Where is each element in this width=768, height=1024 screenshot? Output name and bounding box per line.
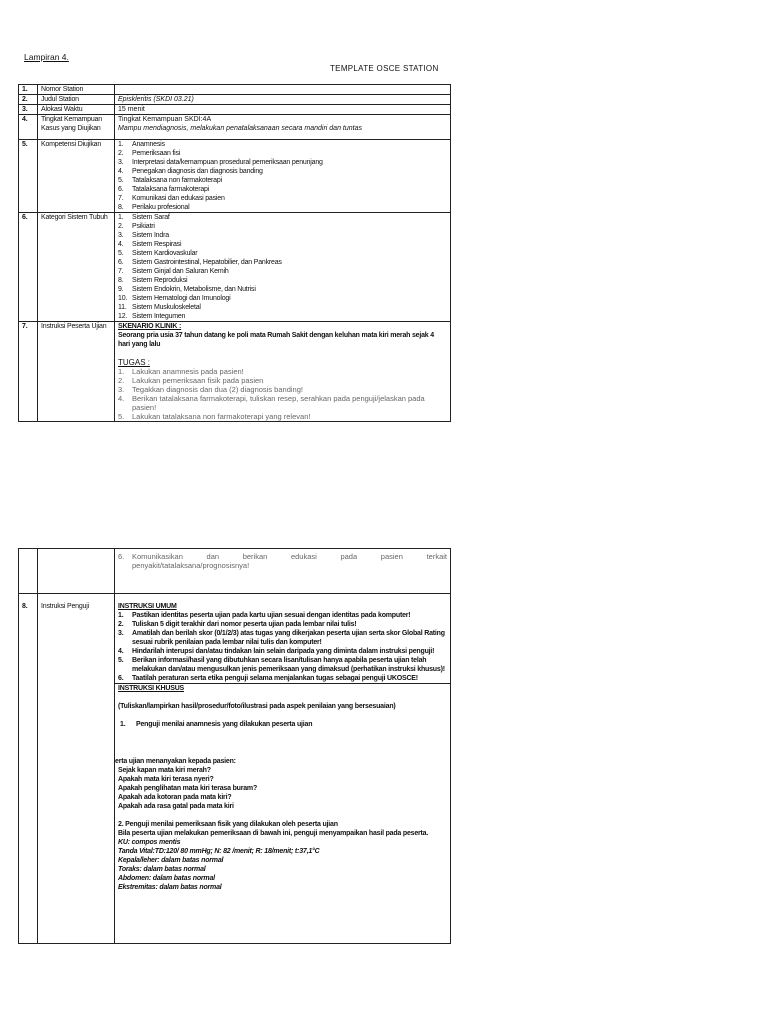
item-number: 6.: [118, 552, 125, 561]
list-item: [118, 158, 447, 167]
tugas-title: TUGAS :: [118, 358, 151, 367]
item-text: Komunikasi dan edukasi pasien: [132, 195, 225, 202]
anamnesis-line: Apakah mata kiri terasa nyeri?: [118, 776, 214, 783]
list-item: [118, 203, 447, 212]
item-text-continued: penyakit/tatalaksana/prognosisnya!: [132, 561, 250, 570]
list-item: [118, 720, 447, 729]
item-text: Sistem Reproduksi: [132, 277, 188, 284]
item-text: Tuliskan 5 digit terakhir dari nomor peserta ujian pada lembar nilai tulis!: [132, 621, 357, 628]
item-number: 5.: [118, 250, 124, 257]
list-item: [118, 376, 447, 385]
item-number: 10.: [118, 295, 128, 302]
anamnesis-questions: [115, 757, 447, 811]
row-alokasi-waktu: [19, 105, 451, 115]
row-value: 15 menit: [115, 105, 451, 115]
list-item: [118, 213, 447, 222]
fisik-line: KU: compos mentis: [118, 839, 181, 846]
anamnesis-line: Apakah ada kotoran pada mata kiri?: [118, 794, 232, 801]
empty-cell: [19, 549, 38, 594]
list-item: [118, 656, 447, 674]
list-item: [118, 629, 447, 647]
item-text: Tatalaksana farmakoterapi: [132, 186, 210, 193]
item-number: 4.: [118, 241, 124, 248]
list-item: [118, 149, 447, 158]
list-item: [118, 267, 447, 276]
item-number: 1.: [118, 612, 124, 619]
item-number: 6.: [118, 259, 124, 266]
item-number: 5.: [118, 412, 125, 421]
item-number: 4.: [118, 168, 124, 175]
item-text: Lakukan tatalaksana non farmakoterapi yang relevan!: [132, 412, 311, 421]
item-number: 2.: [118, 621, 124, 628]
list-item: [118, 185, 447, 194]
list-item: [118, 367, 447, 376]
kategori-list: [118, 213, 447, 321]
item-number: 11.: [118, 304, 127, 311]
anamnesis-line: Apakah penglihatan mata kiri terasa buram?: [118, 785, 258, 792]
list-item: [118, 674, 447, 683]
item-number: 3.: [118, 159, 124, 166]
row-label: Instruksi Peserta Ujian: [38, 322, 115, 422]
row-value: [115, 594, 451, 944]
osce-table-2: [18, 548, 451, 944]
row-label: Tingkat Kemampuan Kasus yang Diujikan: [38, 115, 115, 140]
item-number: 1.: [120, 721, 126, 728]
item-text: Sistem Ginjal dan Saluran Kemih: [132, 268, 229, 275]
row-instruksi-penguji: [19, 594, 451, 944]
item-text: Sistem Integumen: [132, 313, 186, 320]
list-item: [118, 611, 447, 620]
row-value: Episkleritis (SKDI 03.21): [115, 95, 451, 105]
row-number: 5.: [19, 140, 38, 213]
item-text: Sistem Muskuloskeletal: [132, 304, 201, 311]
fisik-line: Tanda Vital:TD:120/ 80 mmHg; N: 82 /menit; R: 18/menit; t:37,1°C: [118, 848, 320, 855]
item-text: Anamnesis: [132, 141, 165, 148]
list-item: [118, 285, 447, 294]
row-label: Kategori Sistem Tubuh: [38, 213, 115, 322]
instruksi-umum-title: INSTRUKSI UMUM: [118, 603, 177, 610]
item-number: 4.: [118, 648, 124, 655]
list-item: [118, 312, 447, 321]
row-label: Alokasi Waktu: [38, 105, 115, 115]
item-text: Interpretasi data/kemampuan prosedural pemeriksaan penunjang: [132, 159, 323, 166]
tugas-list: [118, 367, 447, 421]
list-item: [118, 176, 447, 185]
item-text: Penegakan diagnosis dan diagnosis banding: [132, 168, 263, 175]
item-text: Sistem Gastrointestinal, Hepatobilier, dan Pankreas: [132, 259, 282, 266]
tingkat-kemampuan-desc: Mampu mendiagnosis, melakukan penatalaksanaan secara mandiri dan tuntas: [118, 125, 362, 132]
item-text: Penguji menilai anamnesis yang dilakukan peserta ujian: [136, 721, 313, 728]
row-label: Kompetensi Diujikan: [38, 140, 115, 213]
row-label: Judul Station: [38, 95, 115, 105]
row-tingkat-kemampuan: [19, 115, 451, 140]
tingkat-kemampuan: Tingkat Kemampuan SKDI:4A: [118, 116, 212, 123]
list-item: [118, 240, 447, 249]
item-text: Berikan informasi/hasil yang dibutuhkan secara lisan/tulisan hanya apabila peserta ujian telah melakukan dan/atau mengusulkan jenis pemeriksaan yang dimaksud (perhatikan instruksi khusus)!: [132, 657, 445, 673]
item-number: 6.: [118, 186, 124, 193]
template-title: TEMPLATE OSCE STATION: [330, 64, 439, 73]
row-label: Instruksi Penguji: [38, 594, 115, 944]
item-number: 5.: [118, 177, 124, 184]
item-number: 1.: [118, 367, 125, 376]
row-number: 6.: [19, 213, 38, 322]
item-number: 8.: [118, 277, 124, 284]
item-text: Sistem Saraf: [132, 214, 170, 221]
item-number: 5.: [118, 657, 124, 664]
row-number: 8.: [19, 594, 38, 944]
list-item: [118, 385, 447, 394]
row-value: [115, 115, 451, 140]
fisik-line: Ekstremitas: dalam batas normal: [118, 884, 222, 891]
item-text: Lakukan pemeriksaan fisik pada pasien: [132, 376, 264, 385]
instruksi-khusus-section: [115, 683, 450, 943]
instruksi-umum-list: [118, 611, 447, 683]
row-value: [115, 140, 451, 213]
item-number: 3.: [118, 232, 124, 239]
list-item: [118, 276, 447, 285]
row-judul-station: [19, 95, 451, 105]
item-number: 7.: [118, 268, 124, 275]
item-text: Taatilah peraturan serta etika penguji selama menjalankan tugas sebagai penguji UKOSCE!: [132, 675, 418, 682]
row-number: 7.: [19, 322, 38, 422]
skenario-text: Seorang pria usia 37 tahun datang ke poli mata Rumah Sakit dengan keluhan mata kiri merah sejak 4 hari yang lalu: [118, 332, 434, 348]
item-number: 12.: [118, 313, 128, 320]
item-text: Lakukan anamnesis pada pasien!: [132, 367, 244, 376]
item-number: 1.: [118, 141, 124, 148]
row-number: 3.: [19, 105, 38, 115]
empty-cell: [38, 549, 115, 594]
item-text: Sistem Kardiovaskular: [132, 250, 198, 257]
row-number: 1.: [19, 85, 38, 95]
item-text: Hindarilah interupsi dan/atau tindakan lain selain daripada yang diminta dalam instruksi penguji!: [132, 648, 435, 655]
list-item: [118, 620, 447, 629]
item-text: Pemeriksaan fisi: [132, 150, 181, 157]
anamnesis-line: Apakah ada rasa gatal pada mata kiri: [118, 803, 234, 810]
row-nomor-station: [19, 85, 451, 95]
item-number: 8.: [118, 204, 124, 211]
list-item: [118, 249, 447, 258]
instruksi-khusus-title: INSTRUKSI KHUSUS: [118, 685, 185, 692]
list-item: [118, 140, 447, 149]
item-text: Psikiatri: [132, 223, 155, 230]
item-number: 7.: [118, 195, 124, 202]
item-number: 2.: [118, 376, 125, 385]
item-text: Sistem Respirasi: [132, 241, 182, 248]
item-text: Berikan tatalaksana farmakoterapi, tuliskan resep, serahkan pada penguji/jelaskan pada pasien!: [132, 394, 425, 412]
item-number: 3.: [118, 385, 125, 394]
row-instruksi-peserta: [19, 322, 451, 422]
row-kategori-sistem: [19, 213, 451, 322]
fisik-line: Kepala/leher: dalam batas normal: [118, 857, 224, 864]
row-continued-tugas: [19, 549, 451, 594]
list-item: [118, 258, 447, 267]
list-item: [118, 167, 447, 176]
row-number: 2.: [19, 95, 38, 105]
instruksi-khusus-note: (Tuliskan/lampirkan hasil/prosedur/foto/ilustrasi pada aspek penilaian yang bersesuaian): [118, 703, 396, 710]
item-text: Pastikan identitas peserta ujian pada kartu ujian sesuai dengan identitas pada komputer!: [132, 612, 411, 619]
item-text: Tatalaksana non farmakoterapi: [132, 177, 222, 184]
item-number: 1.: [118, 214, 124, 221]
list-item: [118, 222, 447, 231]
item-number: 6.: [118, 675, 124, 682]
row-number: 4.: [19, 115, 38, 140]
item-text: Tegakkan diagnosis dan dua (2) diagnosis banding!: [132, 385, 303, 394]
fisik-line: Toraks: dalam batas normal: [118, 866, 206, 873]
skenario-title: SKENARIO KLINIK :: [118, 323, 182, 330]
fisik-line: Abdomen: dalam batas normal: [118, 875, 215, 882]
item-text: Sistem Hematologi dan Imunologi: [132, 295, 231, 302]
anamnesis-line: erta ujian menanyakan kepada pasien:: [115, 758, 236, 765]
list-item: [118, 294, 447, 303]
kompetensi-list: [118, 140, 447, 212]
item-number: 2.: [118, 150, 124, 157]
list-item: [118, 552, 447, 561]
row-value: [115, 322, 451, 422]
fisik-results: [118, 838, 447, 892]
item-text: Amatilah dan berilah skor (0/1/2/3) atas tugas yang dikerjakan peserta ujian serta skor Global Rating sesuai rubrik penilaian pada lembar nilai tulis dan komputer!: [132, 630, 445, 646]
item-text: Perilaku profesional: [132, 204, 190, 211]
item-text: Sistem Indra: [132, 232, 169, 239]
pemeriksaan-fisik-instruction: 2. Penguji menilai pemeriksaan fisik yang dilakukan oleh peserta ujian: [118, 821, 338, 828]
row-value: [115, 213, 451, 322]
list-item: [118, 394, 447, 412]
list-item: [118, 194, 447, 203]
item-text: Sistem Endokrin, Metabolisme, dan Nutrisi: [132, 286, 256, 293]
row-label: Nomor Station: [38, 85, 115, 95]
item-number: 9.: [118, 286, 124, 293]
row-kompetensi: [19, 140, 451, 213]
lampiran-label: Lampiran 4.: [24, 52, 69, 62]
item-text: Komunikasikan dan berikan edukasi pada pasien terkait: [132, 552, 447, 561]
list-item: [118, 303, 447, 312]
anamnesis-line: Sejak kapan mata kiri merah?: [118, 767, 211, 774]
osce-table-1: [18, 84, 451, 422]
item-number: 4.: [118, 394, 125, 403]
row-value: [115, 85, 451, 95]
list-item: [118, 231, 447, 240]
row-value: [115, 549, 451, 594]
list-item: [118, 412, 447, 421]
pemeriksaan-fisik-note: Bila peserta ujian melakukan pemeriksaan di bawah ini, penguji menyampaikan hasil pada peserta.: [118, 830, 429, 837]
item-number: 2.: [118, 223, 124, 230]
list-item: [118, 647, 447, 656]
item-number: 3.: [118, 630, 124, 637]
instruksi-umum-section: [115, 602, 450, 683]
